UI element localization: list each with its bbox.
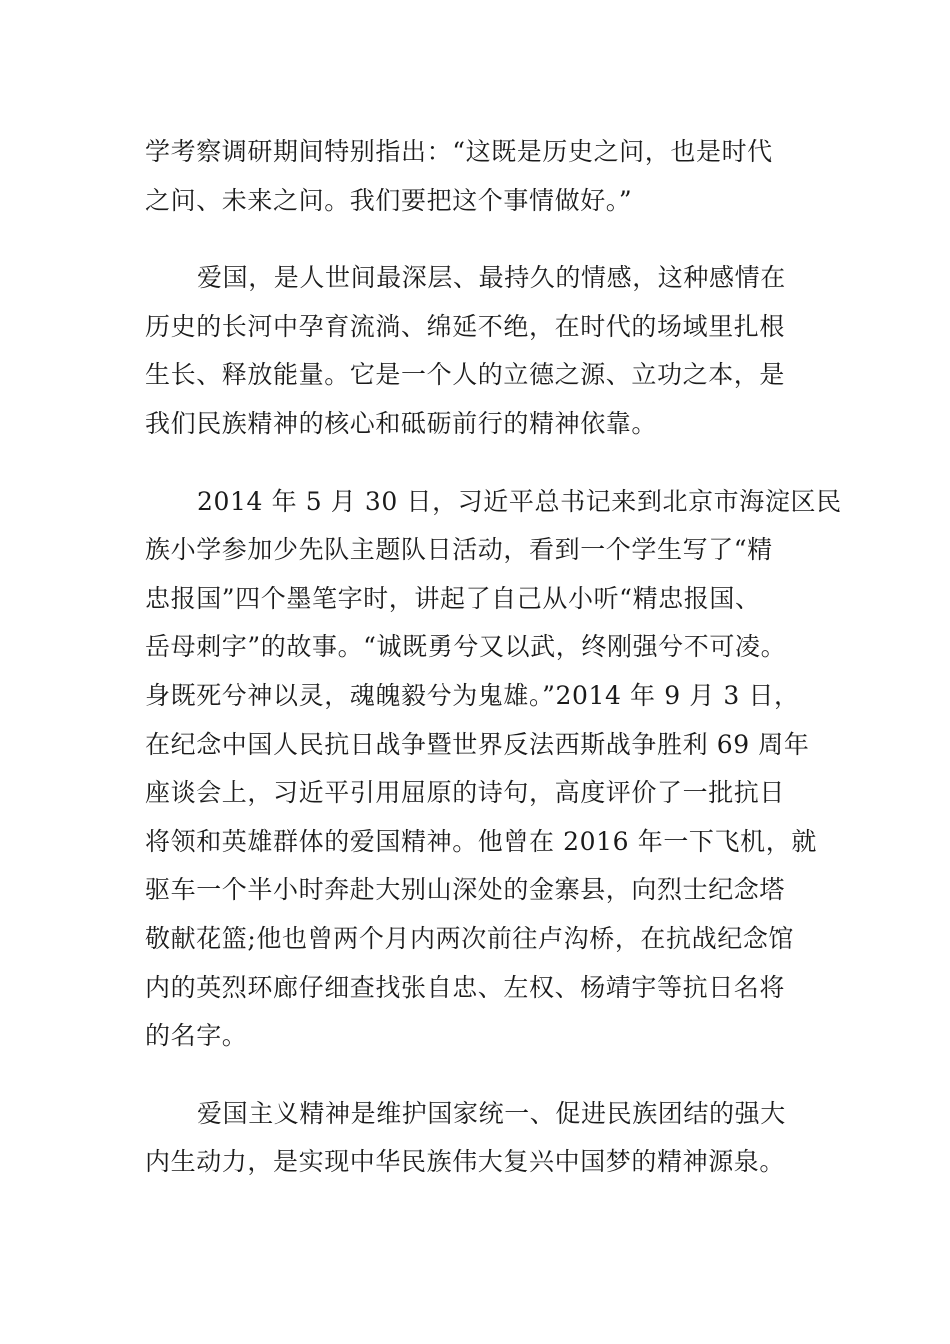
paragraph bbox=[145, 1090, 805, 1187]
text-line: 身既死兮神以灵，魂魄毅兮为鬼雄。”2014 年 9 月 3 日， bbox=[145, 680, 800, 710]
text-line: 内的英烈环廊仔细查找张自忠、左权、杨靖宇等抗日名将 bbox=[145, 972, 786, 1002]
text-line: 2014 年 5 月 30 日，习近平总书记来到北京市海淀区民 bbox=[197, 486, 842, 516]
text-line: 敬献花篮;他也曾两个月内两次前往卢沟桥，在抗战纪念馆 bbox=[145, 923, 795, 953]
paragraph bbox=[145, 254, 805, 448]
document-body bbox=[145, 128, 842, 1216]
text-line: 内生动力，是实现中华民族伟大复兴中国梦的精神源泉。 bbox=[145, 1147, 786, 1177]
text-line: 生长、释放能量。它是一个人的立德之源、立功之本，是 bbox=[145, 360, 786, 390]
text-line: 之问、未来之问。我们要把这个事情做好。” bbox=[145, 185, 633, 215]
paragraph bbox=[145, 478, 842, 1061]
text-line: 爱国主义精神是维护国家统一、促进民族团结的强大 bbox=[197, 1098, 786, 1128]
text-line: 忠报国”四个墨笔字时，讲起了自己从小听“精忠报国、 bbox=[145, 583, 761, 613]
text-line: 的名字。 bbox=[145, 1021, 248, 1051]
text-line: 学考察调研期间特别指出：“这既是历史之问，也是时代 bbox=[145, 137, 773, 166]
text-line: 将领和英雄群体的爱国精神。他曾在 2016 年一下飞机，就 bbox=[145, 826, 817, 856]
text-line: 岳母刺字”的故事。“诚既勇兮又以武，终刚强兮不可凌。 bbox=[145, 632, 787, 662]
text-line: 爱国，是人世间最深层、最持久的情感，这种感情在 bbox=[197, 263, 786, 293]
paragraph bbox=[145, 128, 805, 225]
text-line: 历史的长河中孕育流淌、绵延不绝，在时代的场域里扎根 bbox=[145, 311, 786, 341]
text-line: 在纪念中国人民抗日战争暨世界反法西斯战争胜利 69 周年 bbox=[145, 729, 810, 759]
text-line: 驱车一个半小时奔赴大别山深处的金寨县，向烈士纪念塔 bbox=[145, 875, 786, 905]
text-line: 族小学参加少先队主题队日活动，看到一个学生写了“精 bbox=[145, 535, 773, 565]
text-line: 我们民族精神的核心和砥砺前行的精神依靠。 bbox=[145, 408, 658, 438]
text-line: 座谈会上，习近平引用屈原的诗句，高度评价了一批抗日 bbox=[145, 778, 786, 808]
